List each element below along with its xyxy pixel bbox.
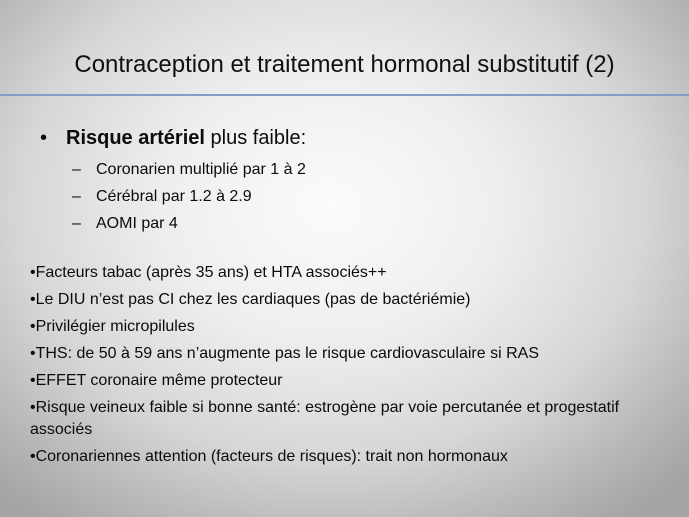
sub-text: Coronarien multiplié par 1 à 2 (96, 161, 306, 178)
slide-title: Contraception et traitement hormonal substitutif (2) (74, 51, 615, 78)
point-item: •Coronariennes attention (facteurs de risques): trait non hormonaux (30, 448, 508, 465)
main-bullet (40, 125, 306, 151)
sub-dash: – (72, 215, 81, 232)
points-list (30, 262, 660, 473)
sub-item (72, 183, 306, 210)
sub-dash: – (72, 188, 81, 205)
main-bullet-bold: Risque artériel (66, 127, 205, 149)
sub-item (72, 210, 306, 237)
sub-text: Cérébral par 1.2 à 2.9 (96, 188, 252, 205)
bullet-marker: • (40, 127, 48, 149)
main-bullet-text: plus faible: (204, 127, 307, 149)
point-item: •Facteurs tabac (après 35 ans) et HTA associés++ (30, 264, 387, 281)
sub-dash: – (72, 161, 81, 178)
point-item: •Le DIU n’est pas CI chez les cardiaques (pas de bactériémie) (30, 291, 471, 308)
sub-text: AOMI par 4 (96, 215, 178, 232)
point-item: •THS: de 50 à 59 ans n’augmente pas le risque cardiovasculaire si RAS (30, 345, 539, 362)
title-divider (0, 94, 689, 96)
point-item: •Risque veineux faible si bonne santé: estrogène par voie percutanée et progestatif associés (30, 399, 620, 438)
sub-item (72, 156, 306, 183)
point-item: •Privilégier micropilules (30, 318, 195, 335)
sub-list (72, 156, 306, 237)
point-item: •EFFET coronaire même protecteur (30, 372, 283, 389)
